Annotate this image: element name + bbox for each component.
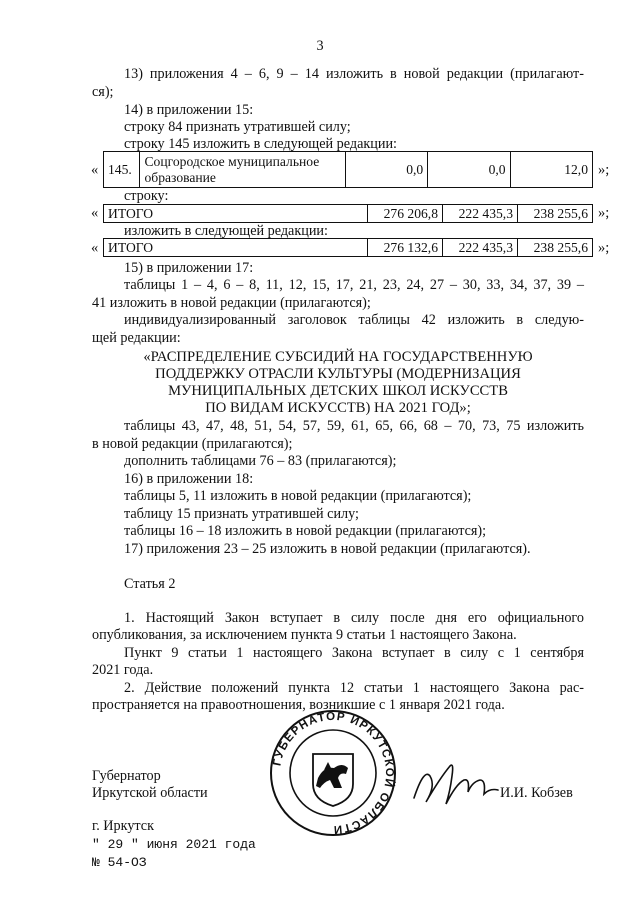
text-line: 2021 года. (92, 662, 154, 678)
seal-stamp (268, 708, 398, 838)
text-line: таблицы 1 – 4, 6 – 8, 11, 12, 15, 17, 21, 23, 24, 27 – 30, 33, 34, 37, 39 – (124, 277, 584, 293)
row-name-line-1: Соцгородское муниципальное (144, 153, 320, 169)
text-line: строку 145 изложить в следующей редакции: (124, 136, 397, 152)
text-line: таблицы 5, 11 изложить в новой редакции (прилагаются); (124, 488, 472, 504)
quote-open: « (91, 162, 99, 178)
text-line: таблицы 43, 47, 48, 51, 54, 57, 59, 61, 65, 66, 68 – 70, 73, 75 изложить (124, 418, 584, 434)
law-number: № 54-ОЗ (92, 855, 147, 870)
cell-value: 238 255,6 (517, 205, 592, 223)
signatory-title: Иркутской области (92, 785, 208, 801)
page-number: 3 (316, 38, 324, 54)
signature (410, 758, 500, 818)
row-label: ИТОГО (104, 205, 368, 223)
text-line: строку 84 признать утратившей силу; (124, 119, 351, 135)
cell-value: 222 435,3 (443, 239, 518, 257)
text-line: индивидуализированный заголовок таблицы 42 изложить в следую- (124, 312, 584, 328)
heading-line: ПО ВИДАМ ИСКУССТВ) НА 2021 ГОД»; (205, 400, 471, 416)
signatory-title: Губернатор (92, 768, 161, 784)
text-line: 2. Действие положений пункта 12 статьи 1 настоящего Закона рас- (124, 680, 584, 696)
quote-close: »; (598, 162, 610, 178)
date: " 29 " июня 2021 года (92, 837, 256, 852)
cell-value: 276 206,8 (368, 205, 443, 223)
text-line: 13) приложения 4 – 6, 9 – 14 изложить в новой редакции (прилагают- (124, 66, 584, 82)
text-line: 1. Настоящий Закон вступает в силу после дня его официального (124, 610, 584, 626)
text-line: таблицы 16 – 18 изложить в новой редакции (прилагаются); (124, 523, 487, 539)
text-line: 16) в приложении 18: (124, 471, 254, 487)
cell-value: 0,0 (428, 152, 510, 188)
text-line: дополнить таблицами 76 – 83 (прилагаются); (124, 453, 397, 469)
signatory-name: И.И. Кобзев (500, 785, 573, 801)
text-line: пространяется на правоотношения, возникшие с 1 января 2021 года. (92, 697, 505, 713)
cell-value: 238 255,6 (517, 239, 592, 257)
table-row-total-old (103, 204, 593, 223)
row-number: 145. (104, 152, 140, 188)
heading-line: «РАСПРЕДЕЛЕНИЕ СУБСИДИЙ НА ГОСУДАРСТВЕННУЮ (143, 349, 533, 365)
quote-open: « (91, 205, 99, 221)
heading-line: МУНИЦИПАЛЬНЫХ ДЕТСКИХ ШКОЛ ИСКУССТВ (168, 383, 508, 399)
text-line: в новой редакции (прилагаются); (92, 436, 293, 452)
quote-open: « (91, 240, 99, 256)
article-title: Статья 2 (124, 576, 176, 592)
text-line: таблицу 15 признать утратившей силу; (124, 506, 359, 522)
cell-value: 276 132,6 (368, 239, 443, 257)
quote-close: »; (598, 205, 610, 221)
table-row-145 (103, 151, 593, 188)
cell-value: 0,0 (345, 152, 427, 188)
svg-text:ГУБЕРНАТОР ИРКУТСКОЙ ОБЛАСТИ: ГУБЕРНАТОР ИРКУТСКОЙ ОБЛАСТИ (271, 710, 396, 836)
text-line: опубликования, за исключением пункта 9 статьи 1 настоящего Закона. (92, 627, 517, 643)
text-line: ся); (92, 84, 114, 100)
quote-close: »; (598, 240, 610, 256)
text-line: 14) в приложении 15: (124, 102, 254, 118)
text-line: изложить в следующей редакции: (124, 223, 328, 239)
text-line: строку: (124, 188, 169, 204)
text-line: 41 изложить в новой редакции (прилагаются); (92, 295, 371, 311)
place: г. Иркутск (92, 818, 154, 834)
cell-value: 12,0 (510, 152, 592, 188)
text-line: 17) приложения 23 – 25 изложить в новой редакции (прилагаются). (124, 541, 531, 557)
heading-line: ПОДДЕРЖКУ ОТРАСЛИ КУЛЬТУРЫ (МОДЕРНИЗАЦИЯ (155, 366, 521, 382)
text-line: щей редакции: (92, 330, 181, 346)
row-name (140, 152, 345, 188)
text-line: Пункт 9 статьи 1 настоящего Закона вступает в силу с 1 сентября (124, 645, 584, 661)
row-name-line-2: образование (144, 169, 216, 185)
text-line: 15) в приложении 17: (124, 260, 254, 276)
row-label: ИТОГО (104, 239, 368, 257)
cell-value: 222 435,3 (443, 205, 518, 223)
table-row-total-new (103, 238, 593, 257)
